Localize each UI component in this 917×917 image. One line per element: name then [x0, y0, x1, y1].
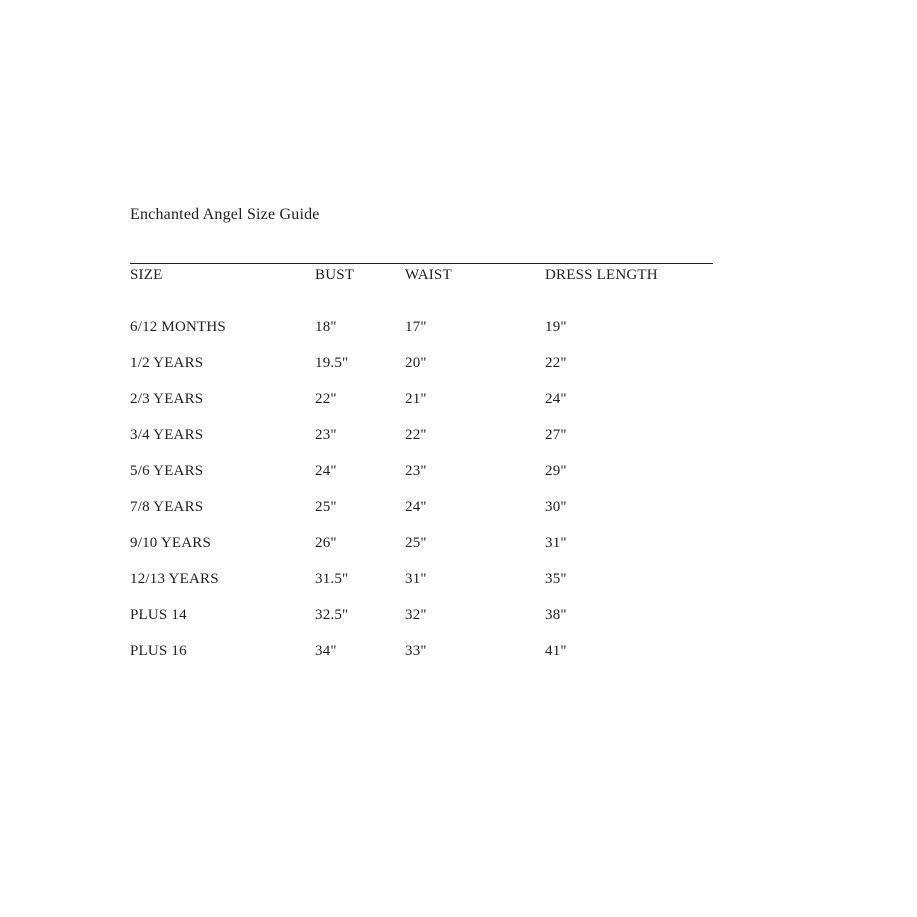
table-cell: 32"	[405, 607, 427, 623]
table-cell: 5/6 YEARS	[130, 463, 204, 479]
table-cell: 9/10 YEARS	[130, 535, 212, 551]
table-cell: 34"	[315, 643, 337, 659]
table-cell: 19.5"	[315, 355, 349, 371]
table-cell: 22"	[315, 391, 337, 407]
table-body	[130, 318, 713, 678]
table-cell: PLUS 16	[130, 643, 187, 659]
table-row	[130, 534, 713, 570]
table-row	[130, 426, 713, 462]
page-title: Enchanted Angel Size Guide	[130, 206, 320, 223]
size-table	[130, 266, 713, 678]
table-cell: 25"	[315, 499, 337, 515]
table-cell: 1/2 YEARS	[130, 355, 204, 371]
table-cell: 32.5"	[315, 607, 349, 623]
table-cell: 29"	[545, 463, 567, 479]
table-cell: 6/12 MONTHS	[130, 319, 226, 335]
table-cell: PLUS 14	[130, 607, 187, 623]
table-cell: 38"	[545, 607, 567, 623]
table-row	[130, 570, 713, 606]
table-cell: 23"	[315, 427, 337, 443]
column-header-size: SIZE	[130, 267, 163, 283]
table-cell: 20"	[405, 355, 427, 371]
table-cell: 41"	[545, 643, 567, 659]
table-row	[130, 462, 713, 498]
table-top-rule	[130, 263, 713, 264]
table-cell: 31"	[545, 535, 567, 551]
table-cell: 19"	[545, 319, 567, 335]
table-header-row	[130, 266, 713, 284]
column-header-dress-length: DRESS LENGTH	[545, 267, 658, 283]
table-row	[130, 642, 713, 678]
table-cell: 35"	[545, 571, 567, 587]
table-cell: 7/8 YEARS	[130, 499, 204, 515]
table-row	[130, 354, 713, 390]
column-header-bust: BUST	[315, 267, 355, 283]
table-cell: 18"	[315, 319, 337, 335]
table-cell: 33"	[405, 643, 427, 659]
table-cell: 17"	[405, 319, 427, 335]
table-cell: 31"	[405, 571, 427, 587]
table-cell: 22"	[545, 355, 567, 371]
table-cell: 26"	[315, 535, 337, 551]
table-cell: 24"	[545, 391, 567, 407]
table-cell: 2/3 YEARS	[130, 391, 204, 407]
table-cell: 30"	[545, 499, 567, 515]
column-header-waist: WAIST	[405, 267, 452, 283]
table-row	[130, 318, 713, 354]
table-cell: 25"	[405, 535, 427, 551]
table-row	[130, 498, 713, 534]
table-cell: 21"	[405, 391, 427, 407]
table-cell: 12/13 YEARS	[130, 571, 219, 587]
table-row	[130, 606, 713, 642]
table-cell: 24"	[405, 499, 427, 515]
table-cell: 3/4 YEARS	[130, 427, 204, 443]
table-row	[130, 390, 713, 426]
size-guide-document	[130, 0, 730, 678]
table-cell: 31.5"	[315, 571, 349, 587]
table-cell: 24"	[315, 463, 337, 479]
table-cell: 27"	[545, 427, 567, 443]
table-cell: 22"	[405, 427, 427, 443]
table-cell: 23"	[405, 463, 427, 479]
